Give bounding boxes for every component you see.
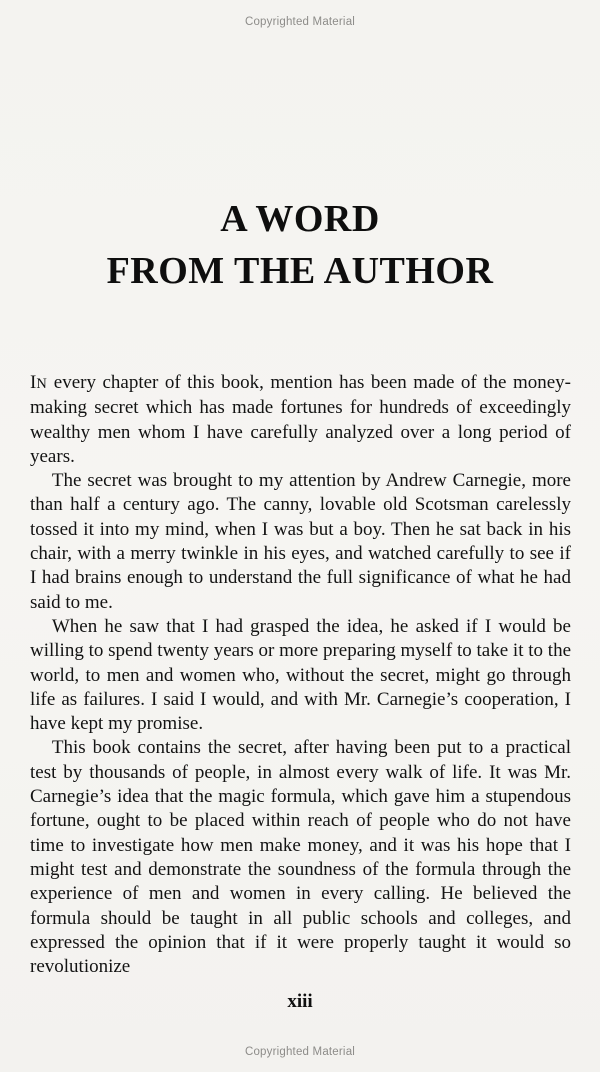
paragraph-2: The secret was brought to my attention by Andrew Carnegie, more than half a century ago. The canny, lovable old Scotsman carelessly tossed it into my mind, when I was but a boy. Then he sat back in his chair, with a merry twinkle in his eyes, and watched carefully to see if I had brains enough to understand the full significance of what he had said to me. (30, 470, 571, 613)
chapter-title-line-1: A WORD (220, 198, 380, 240)
small-cap: N (36, 376, 48, 392)
chapter-title-line-2: FROM THE AUTHOR (106, 250, 494, 292)
copyright-notice-top: Copyrighted Material (244, 16, 356, 28)
paragraph-1 (30, 371, 571, 469)
body-text (30, 371, 571, 979)
drop-cap: I (30, 372, 37, 393)
copyright-notice-bottom: Copyrighted Material (244, 1046, 356, 1058)
paragraph-3: When he saw that I had grasped the idea, he asked if I would be willing to spend twenty years or more preparing myself to take it to the world, to men and women who, without the secret, might go through life as failures. I said I would, and with Mr. Carnegie’s cooperation, I have kept my promise. (30, 615, 571, 735)
page-number: xiii (287, 991, 313, 1012)
paragraph-1-text: every chapter of this book, mention has been made of the money-making secret which has made fortunes for hundreds of exceedingly wealthy men whom I have carefully analyzed over a long period of years. (30, 372, 571, 467)
paragraph-4: This book contains the secret, after having been put to a practical test by thousands of people, in almost every walk of life. It was Mr. Carnegie’s idea that the magic formula, which gave him a stupendous fortune, ought to be placed within reach of people who do not have time to investigate how men make money, and it was his hope that I might test and demonstrate the soundness of the formula through the experience of men and women in every calling. He believed the formula should be taught in all public schools and colleges, and expressed the opinion that if it were properly taught it would so revolutionize (30, 737, 571, 978)
chapter-title (0, 193, 600, 297)
